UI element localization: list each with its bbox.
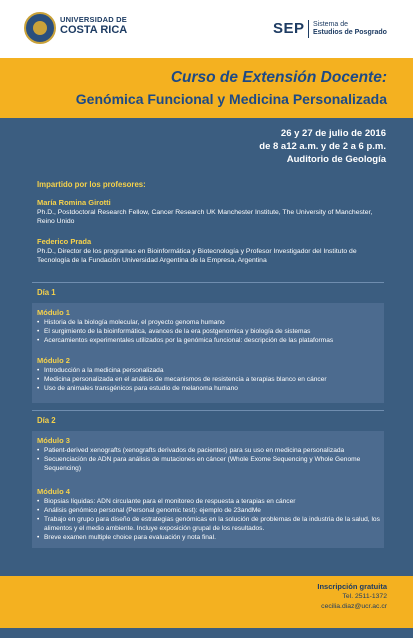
list-item: • Medicina personalizada en el análisis de mecanismos de resistencia a terapias blanco en cáncer — [37, 375, 382, 384]
title-band — [0, 58, 413, 118]
module-title: Módulo 1 — [37, 308, 70, 317]
list-item: • Uso de animales transgénicos para estudio de melanoma humano — [37, 384, 382, 393]
registration-title: Inscripción gratuita — [317, 582, 387, 591]
module-items — [37, 318, 382, 345]
divider — [32, 410, 384, 411]
professor-description: Ph.D., Director de los programas en Bioinformática y Biotecnología y Profesor Investigador del Instituto de Tecnología de la Fundación Universidad Argentina de la Empresa, Argentina — [37, 248, 357, 264]
list-item: • Análisis genómico personal (Personal genomic test): ejemplo de 23andMe — [37, 506, 382, 515]
module-title: Módulo 3 — [37, 436, 70, 445]
university-logo-text — [60, 16, 127, 36]
professor-description: Ph.D., Postdoctoral Research Fellow, Cancer Research UK Manchester Institute, The University of Manchester, Reino Unido — [37, 209, 373, 225]
divider — [32, 282, 384, 283]
bottom-bar — [0, 628, 413, 638]
module-title: Módulo 4 — [37, 487, 70, 496]
event-date: 26 y 27 de julio de 2016 — [280, 128, 386, 139]
event-time: de 8 a12 a.m. y de 2 a 6 p.m. — [259, 141, 386, 152]
list-item: • Trabajo en grupo para diseño de estrategias genómicas en la solución de problemas de la industria de la salud, los alimentos y el medio ambiente. Incluye exposición grupal de los resultados. — [37, 515, 382, 533]
list-item: • Biopsias líquidas: ADN circulante para el monitoreo de respuesta a terapias en cáncer — [37, 497, 382, 506]
module-items — [37, 497, 382, 542]
event-place: Auditorio de Geología — [286, 154, 386, 165]
sep-divider — [308, 20, 309, 38]
professor-name: Federico Prada — [37, 237, 92, 246]
course-title: Curso de Extensión Docente: — [170, 69, 387, 86]
list-item: • Patient-derived xenografts (xenografts derivados de pacientes) para su uso en medicina personalizada — [37, 446, 382, 455]
module-items — [37, 446, 382, 473]
module-title: Módulo 2 — [37, 356, 70, 365]
list-item: • Historia de la biología molecular, el proyecto genoma humano — [37, 318, 382, 327]
professor-name: María Romina Girotti — [37, 198, 111, 207]
list-item: • Secuenciación de ADN para análisis de mutaciones en cáncer (Whole Exome Sequencing y Whole Genome Sequencing) — [37, 455, 382, 473]
sep-logo: SEP — [273, 20, 305, 37]
sep-text — [313, 21, 387, 37]
registration-phone: Tel. 2511-1372 — [342, 593, 387, 600]
course-subtitle: Genómica Funcional y Medicina Personalizada — [75, 91, 387, 107]
event-info — [259, 127, 386, 166]
registration-email: cecilia.diaz@ucr.ac.cr — [321, 603, 387, 610]
day-label: Día 1 — [37, 288, 56, 297]
list-item: • Introducción a la medicina personalizada — [37, 366, 382, 375]
university-seal-icon — [24, 12, 56, 44]
module-items — [37, 366, 382, 393]
list-item: • Acercamientos experimentales utilizados por la genómica funcional: descripción de las plataformas — [37, 336, 382, 345]
sep-line2: Estudios de Posgrado — [313, 29, 387, 37]
list-item: • Breve examen multiple choice para evaluación y nota final. — [37, 533, 382, 542]
professors-heading: Impartido por los profesores: — [37, 180, 146, 189]
registration-info — [317, 582, 387, 612]
university-line2: COSTA RICA — [60, 23, 128, 36]
sep-line1: Sistema de — [313, 21, 349, 28]
list-item: • El surgimiento de la bioinformática, avances de la era postgenomica y biología de sistemas — [37, 327, 382, 336]
university-line1: UNIVERSIDAD DE — [60, 15, 127, 24]
day-label: Día 2 — [37, 416, 56, 425]
